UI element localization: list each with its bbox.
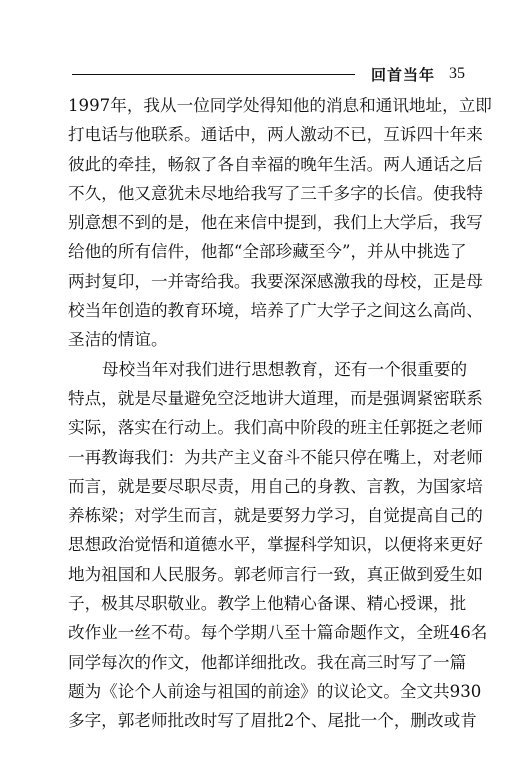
- text-line: 题为《论个人前途与祖国的前途》的议论文。全文共930: [68, 681, 482, 701]
- text-line: 地为祖国和人民服务。郭老师言行一致，真正做到爱生如: [68, 564, 483, 584]
- text-line: 不久，他又意犹未尽地给我写了三千多字的长信。使我特: [68, 183, 483, 203]
- text-line: 而言，就是要尽职尽责，用自己的身教、言教，为国家培: [68, 476, 483, 496]
- text-line: 实际，落实在行动上。我们高中阶段的班主任郭挺之老师: [68, 418, 483, 438]
- text-line: 彼此的牵挂，畅叙了各自幸福的晚年生活。两人通话之后: [68, 154, 483, 174]
- text-line: 校当年创造的教育环境，培养了广大学子之间这么高尚、: [68, 301, 483, 321]
- text-line: 思想政治觉悟和道德水平，掌握科学知识，以便将来更好: [68, 535, 483, 555]
- text-line: 两封复印，一并寄给我。我要深深感激我的母校，正是母: [68, 271, 483, 291]
- text-line: 同学每次的作文，他都详细批改。我在高三时写了一篇: [68, 652, 467, 672]
- text-line: 母校当年对我们进行思想教育，还有一个很重要的: [102, 359, 468, 379]
- text-line: 子，极其尽职敬业。教学上他精心备课、精心授课，批: [68, 594, 467, 614]
- text-line: 别意想不到的是，他在来信中提到，我们上大学后，我写: [68, 213, 483, 233]
- text-line: 养栋梁；对学生而言，就是要努力学习，自觉提高自己的: [68, 506, 483, 526]
- body-text: [68, 91, 492, 736]
- header-title: 回首当年: [370, 65, 435, 84]
- text-line: 1997年，我从一位同学处得知他的消息和通讯地址，立即: [68, 96, 492, 115]
- text-line: 多字，郭老师批改时写了眉批2个、尾批一个，删改或肯: [68, 711, 477, 731]
- text-line: 圣洁的情谊。: [68, 330, 168, 350]
- text-line: 打电话与他联系。通话中，两人激动不已，互诉四十年来: [68, 125, 483, 145]
- header-rule: [72, 74, 355, 75]
- text-line: 一再教诲我们：为共产主义奋斗不能只停在嘴上，对老师: [68, 447, 483, 467]
- text-line: 改作业一丝不苟。每个学期八至十篇命题作文，全班46名: [68, 623, 488, 643]
- page-number: 35: [449, 65, 465, 82]
- text-line: 给他的所有信件，他都“全部珍藏至今”，并从中挑选了: [68, 242, 467, 262]
- running-header: [72, 62, 465, 86]
- text-line: 特点，就是尽量避免空泛地讲大道理，而是强调紧密联系: [68, 388, 483, 408]
